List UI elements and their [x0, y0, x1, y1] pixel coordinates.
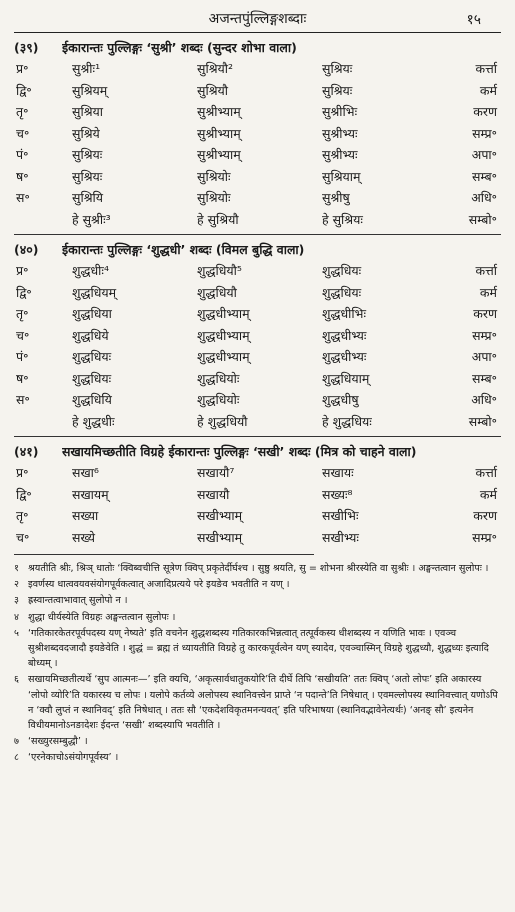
dual-form: शुद्धधियोः [197, 392, 240, 408]
singular-form: सुश्रीः¹ [72, 61, 101, 77]
singular-form: शुद्धधियम् [72, 284, 117, 300]
case-abbr: प्र॰ [16, 465, 29, 481]
dual-form: सखीभ्याम् [197, 529, 243, 545]
plural-form: हे सुश्रियः [322, 211, 363, 227]
case-abbr: च॰ [16, 125, 30, 141]
singular-form: सखा⁶ [72, 465, 99, 481]
case-name: अधि॰ [471, 190, 497, 206]
case-name: सम्प्र॰ [472, 327, 497, 343]
section-number: (४१) [14, 444, 39, 459]
case-name: सम्बो॰ [468, 211, 497, 227]
case-name: अपा॰ [471, 147, 497, 163]
case-name: कर्म [479, 284, 497, 300]
dual-form: सुश्रीभ्याम् [197, 125, 241, 141]
plural-form: शुद्धधीभिः [322, 306, 366, 322]
declension-row [14, 462, 501, 484]
case-abbr: ष॰ [16, 168, 29, 184]
singular-form: सुश्रिये [72, 125, 100, 141]
declension-sections [14, 37, 501, 548]
footnote-text: ‘एरनेकाचोऽसंयोगपूर्वस्य’ । [28, 752, 119, 764]
singular-form: शुद्धधिया [72, 306, 112, 322]
footnote-text: ‘सख्युरसम्बुद्धौ’ । [28, 736, 88, 748]
declension-row [14, 166, 501, 188]
case-name: अपा॰ [471, 349, 497, 365]
declension-row [14, 123, 501, 145]
dual-form: सखायौ⁷ [197, 465, 235, 481]
case-name: कर्म [479, 82, 497, 98]
case-name: करण [473, 104, 497, 120]
footnote [14, 626, 501, 672]
dual-form: सुश्रीभ्याम् [197, 147, 241, 163]
case-name: कर्त्ता [475, 61, 497, 77]
case-name: सम्ब॰ [472, 370, 497, 386]
case-abbr: द्वि॰ [16, 284, 32, 300]
case-name: सम्ब॰ [472, 168, 497, 184]
footnote-number: ४ [14, 611, 19, 623]
plural-form: सुश्रीषु [322, 190, 350, 206]
plural-form: सुश्रियः [322, 82, 353, 98]
plural-form: सुश्रीभिः [322, 104, 358, 120]
case-abbr: स॰ [16, 392, 30, 408]
plural-form: शुद्धधीषु [322, 392, 359, 408]
singular-form: शुद्धधियः [72, 370, 112, 386]
singular-form: सुश्रिया [72, 104, 104, 120]
case-name: कर्म [479, 486, 497, 502]
plural-form: हे शुद्धधियः [322, 413, 372, 429]
singular-form: सुश्रियि [72, 190, 104, 206]
case-abbr: तृ॰ [16, 306, 29, 322]
footnote-number: ७ [14, 736, 19, 748]
section-divider [14, 234, 501, 235]
footnote [14, 561, 501, 576]
declension-row [14, 187, 501, 209]
case-abbr: च॰ [16, 529, 30, 545]
declension-row [14, 80, 501, 102]
dual-form: सखायौ [197, 486, 230, 502]
section-title: सखायमिच्छतीति विग्रहे ईकारान्तः पुल्लिङ्गः ‘सखी’ शब्दः (मित्र को चाहने वाला) [62, 444, 417, 459]
declension-row [14, 505, 501, 527]
declension-row [14, 303, 501, 325]
dual-form: सुश्रियौ² [197, 61, 234, 77]
running-header [14, 6, 501, 30]
case-abbr: तृ॰ [16, 508, 29, 524]
plural-form: सुश्रीभ्यः [322, 125, 358, 141]
plural-form: सुश्रियः [322, 61, 353, 77]
section-heading [14, 239, 501, 260]
singular-form: शुद्धधियि [72, 392, 112, 408]
singular-form: सखायम् [72, 486, 109, 502]
plural-form: शुद्धधीभ्यः [322, 327, 367, 343]
section-heading [14, 441, 501, 462]
case-abbr: च॰ [16, 327, 30, 343]
case-abbr: द्वि॰ [16, 486, 32, 502]
case-name: करण [473, 306, 497, 322]
footnote-number: ३ [14, 595, 19, 607]
dual-form: शुद्धधियौ [197, 284, 237, 300]
case-abbr: प्र॰ [16, 263, 29, 279]
dual-form: हे शुद्धधियौ [197, 413, 248, 429]
case-name: सम्प्र॰ [472, 529, 497, 545]
declension-row [14, 282, 501, 304]
plural-form: शुद्धधियः [322, 263, 362, 279]
singular-form: सुश्रियः [72, 147, 103, 163]
section-number: (४०) [14, 242, 39, 257]
case-name: कर्त्ता [475, 263, 497, 279]
footnote [14, 734, 501, 749]
singular-form: शुद्धधीः⁴ [72, 263, 109, 279]
section-number: (३९) [14, 40, 39, 55]
plural-form: सुश्रियाम् [322, 168, 361, 184]
singular-form: हे सुश्रीः³ [72, 211, 111, 227]
declension-row [14, 346, 501, 368]
singular-form: सख्ये [72, 529, 96, 545]
case-name: अधि॰ [471, 392, 497, 408]
declension-row [14, 58, 501, 80]
dual-form: सुश्रीभ्याम् [197, 104, 241, 120]
plural-form: सखायः [322, 465, 354, 481]
case-abbr: पं॰ [16, 147, 29, 163]
dual-form: सखीभ्याम् [197, 508, 243, 524]
singular-form: हे शुद्धधीः [72, 413, 115, 429]
plural-form: शुद्धधीभ्यः [322, 349, 367, 365]
case-name: करण [473, 508, 497, 524]
case-abbr: ष॰ [16, 370, 29, 386]
case-abbr: द्वि॰ [16, 82, 32, 98]
declension-row [14, 527, 501, 549]
footnote-text: इवर्णस्य धात्ववयवसंयोगपूर्वकत्वात् अजादिप्रत्यये परे इयङेव भवतीति न यण् । [28, 579, 290, 591]
plural-form: सख्यः⁸ [322, 486, 353, 502]
case-abbr: स॰ [16, 190, 30, 206]
plural-form: सखीभिः [322, 508, 359, 524]
declension-row [14, 325, 501, 347]
dual-form: शुद्धधीभ्याम् [197, 349, 250, 365]
singular-form: सुश्रियम् [72, 82, 108, 98]
dual-form: शुद्धधीभ्याम् [197, 306, 250, 322]
footnote-text: श्रयतीति श्रीः, श्रिञ् धातोः ‘क्विब्वचीत्ति सूत्रेण क्विप् प्रकृतेर्दीर्घश्च । सुष्ठु श्रयति, सु = शोभना श्रीरस्येति वा सुश्रीः । अङ्घन्तत्वान सुलोपः । [28, 563, 489, 574]
case-name: सम्बो॰ [468, 413, 497, 429]
footnote-text: सखायमिच्छतीत्यर्थे ‘सुप आत्मनः—’ इति क्यचि, ‘अकृत्सार्वधातुकयोरि’ति दीर्घे तिपि ‘सखीयति’ ततः क्विप् ‘अतो लोपः’ इति अकारस्य ‘लोपो व्योरि’ति यकारस्य च लोपः । यलोपे कर्तव्ये अलोपस्य स्थानिवत्त्वेन प्राप्ते ‘न पदान्ते’ति निषेधात् । एवमल्लोपस्य स्थानिवत्त्वात् यणोऽपि न ‘क्वौ लुप्तं न स्थानिवद्’ इति निषेधात् । ततः सौ ‘एकदेशविकृतमनन्यवत्’ इति परिभाषया (स्थानिवद्भावेनेत्यर्थः) ‘अनङ् सौ’ इत्यनेन विधीयमानोऽनङादेशः ईदन्त ‘सखी’ शब्दस्यापि भवतीति । [28, 674, 498, 732]
plural-form: सखीभ्यः [322, 529, 359, 545]
footnote [14, 593, 501, 608]
case-name: सम्प्र॰ [472, 125, 497, 141]
page-number: १५ [466, 12, 481, 28]
footnote-number: २ [14, 579, 19, 591]
singular-form: सख्या [72, 508, 99, 524]
dual-form: सुश्रियोः [197, 168, 231, 184]
dual-form: शुद्धधियोः [197, 370, 240, 386]
declension-row [14, 144, 501, 166]
case-abbr: पं॰ [16, 349, 29, 365]
footnote-text: ‘गतिकारकेतरपूर्वपदस्य यण् नेष्यते’ इति वचनेन शुद्धशब्दस्य गतिकारकभिन्नत्वात् तत्पूर्वकस्य धीशब्दस्य न यणिति भावः । एवञ्च सुश्रीशब्दवदजादौ इयङेवेति । शुद्धं = ब्रह्म तं ध्यायतीति विग्रहे तु कारकपूर्वत्वेन यण् स्यादेव, एवञ्चास्मिन् विग्रहे शुद्धध्यौ, शुद्धध्यः इत्यादि बोध्यम् । [28, 627, 489, 670]
header-title: अजन्तपुंल्लिङ्गशब्दाः [208, 10, 307, 27]
plural-form: शुद्धधियः [322, 284, 362, 300]
dual-form: सुश्रियोः [197, 190, 231, 206]
singular-form: सुश्रियः [72, 168, 103, 184]
declension-row [14, 209, 501, 231]
section-divider [14, 436, 501, 437]
declension-row [14, 101, 501, 123]
footnote-text: शुद्धा धीर्यस्येति विग्रहः अङ्घन्तत्वान सुलोपः । [28, 611, 176, 623]
header-rule [14, 32, 501, 33]
footnote [14, 672, 501, 733]
singular-form: शुद्धधियः [72, 349, 112, 365]
section-heading [14, 37, 501, 58]
footnote [14, 610, 501, 625]
dual-form: शुद्धधीभ्याम् [197, 327, 250, 343]
case-abbr: प्र॰ [16, 61, 29, 77]
dual-form: हे सुश्रियौ [197, 211, 239, 227]
footnote-text: ह्रस्वान्तत्वाभावात् सुलोपो न । [28, 595, 128, 607]
footnote-number: ८ [14, 752, 19, 764]
footnote-number: ६ [14, 674, 19, 686]
footnote-number: १ [14, 563, 19, 574]
footnotes [14, 561, 501, 766]
footnote [14, 577, 501, 592]
declension-row [14, 389, 501, 411]
dual-form: शुद्धधियौ⁵ [197, 263, 242, 279]
case-abbr: तृ॰ [16, 104, 29, 120]
case-name: कर्त्ता [475, 465, 497, 481]
section-title: ईकारान्तः पुल्लिङ्गः ‘शुद्धधी’ शब्दः (विमल बुद्धि वाला) [62, 242, 305, 257]
singular-form: शुद्धधिये [72, 327, 109, 343]
footnote-number: ५ [14, 627, 19, 639]
plural-form: शुद्धधियाम् [322, 370, 370, 386]
dual-form: सुश्रियौ [197, 82, 229, 98]
footnote-rule [14, 554, 314, 555]
declension-row [14, 484, 501, 506]
declension-row [14, 411, 501, 433]
plural-form: सुश्रीभ्यः [322, 147, 358, 163]
section-title: ईकारान्तः पुल्लिङ्गः ‘सुश्री’ शब्दः (सुन्दर शोभा वाला) [62, 40, 297, 55]
footnote [14, 750, 501, 765]
declension-row [14, 368, 501, 390]
declension-row [14, 260, 501, 282]
